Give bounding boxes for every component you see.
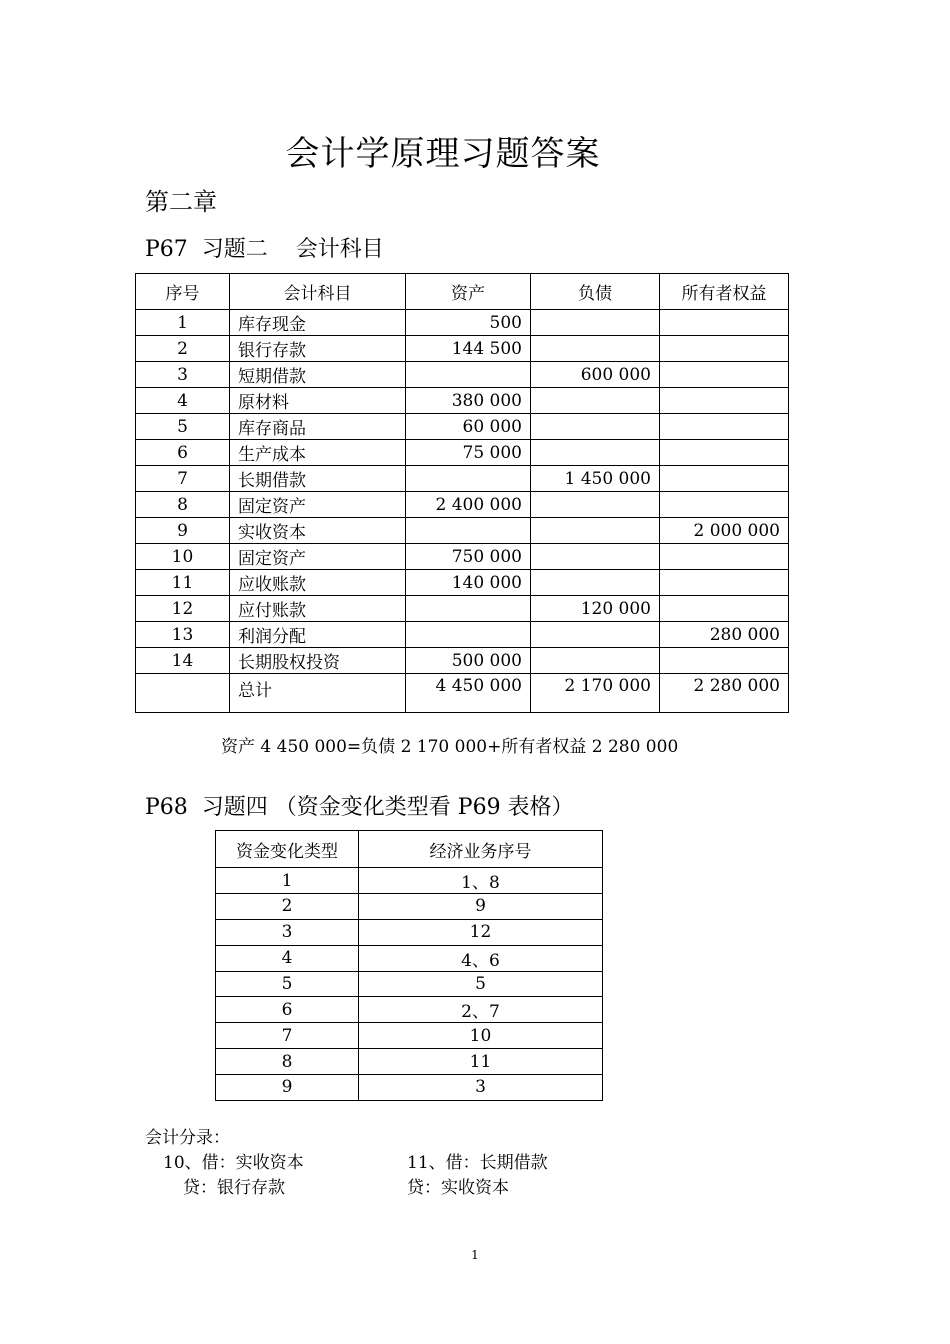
business-numbers: 2、7 (359, 997, 603, 1023)
balance-equation: 资产 4 450 000=负债 2 170 000+所有者权益 2 280 000 (221, 737, 679, 757)
row-number: 1 (136, 310, 230, 336)
liability-amount (531, 518, 660, 544)
total-blank-cell (136, 674, 230, 713)
equity-amount: 280 000 (660, 622, 789, 648)
business-numbers: 9 (359, 894, 603, 920)
table-row (136, 544, 789, 570)
asset-amount: 380 000 (406, 388, 531, 414)
column-header: 资产 (406, 274, 531, 310)
asset-amount: 500 (406, 310, 531, 336)
business-numbers: 3 (359, 1074, 603, 1100)
table-row (136, 648, 789, 674)
account-subject: 银行存款 (230, 336, 406, 362)
row-number: 9 (136, 518, 230, 544)
row-number: 12 (136, 596, 230, 622)
equity-amount (660, 492, 789, 518)
account-subject: 长期股权投资 (230, 648, 406, 674)
total-asset: 4 450 000 (406, 674, 531, 713)
change-type: 7 (216, 1023, 359, 1049)
change-type: 4 (216, 945, 359, 971)
table-row (136, 492, 789, 518)
total-label: 总计 (230, 674, 406, 713)
entry-right-credit: 贷：实收资本 (407, 1178, 509, 1198)
table-header-row (136, 274, 789, 310)
asset-amount: 2 400 000 (406, 492, 531, 518)
column-header: 会计科目 (230, 274, 406, 310)
asset-amount: 750 000 (406, 544, 531, 570)
liability-amount: 1 450 000 (531, 466, 660, 492)
table-row (216, 1049, 603, 1075)
liability-amount (531, 440, 660, 466)
asset-amount (406, 596, 531, 622)
change-type: 9 (216, 1074, 359, 1100)
account-subject: 生产成本 (230, 440, 406, 466)
asset-amount (406, 466, 531, 492)
account-subject: 固定资产 (230, 492, 406, 518)
total-row (136, 674, 789, 713)
equity-amount (660, 336, 789, 362)
liability-amount (531, 310, 660, 336)
table-row (216, 868, 603, 894)
row-number: 7 (136, 466, 230, 492)
liability-amount (531, 622, 660, 648)
business-numbers: 5 (359, 971, 603, 997)
row-number: 5 (136, 414, 230, 440)
column-header: 负债 (531, 274, 660, 310)
journal-entries-label: 会计分录： (145, 1128, 230, 1148)
fund-change-table (215, 830, 603, 1101)
column-header: 序号 (136, 274, 230, 310)
column-header: 经济业务序号 (359, 831, 603, 868)
account-subject: 库存现金 (230, 310, 406, 336)
account-subject: 应收账款 (230, 570, 406, 596)
row-number: 6 (136, 440, 230, 466)
table-row (216, 997, 603, 1023)
equity-amount (660, 648, 789, 674)
asset-amount: 144 500 (406, 336, 531, 362)
table-header-row (216, 831, 603, 868)
asset-amount: 75 000 (406, 440, 531, 466)
equity-amount (660, 596, 789, 622)
table-row (136, 622, 789, 648)
table-row (136, 414, 789, 440)
asset-amount (406, 362, 531, 388)
row-number: 13 (136, 622, 230, 648)
column-header: 资金变化类型 (216, 831, 359, 868)
table-row (136, 388, 789, 414)
table-row (136, 518, 789, 544)
table-row (216, 1023, 603, 1049)
equity-amount (660, 466, 789, 492)
change-type: 1 (216, 868, 359, 894)
chapter-heading: 第二章 (145, 188, 217, 216)
equity-amount (660, 388, 789, 414)
change-type: 6 (216, 997, 359, 1023)
change-type: 2 (216, 894, 359, 920)
business-numbers: 10 (359, 1023, 603, 1049)
page-number: 1 (471, 1248, 479, 1262)
table-row (216, 894, 603, 920)
liability-amount (531, 336, 660, 362)
business-numbers: 4、6 (359, 945, 603, 971)
change-type: 5 (216, 971, 359, 997)
row-number: 2 (136, 336, 230, 362)
equity-amount (660, 310, 789, 336)
change-type: 3 (216, 919, 359, 945)
business-numbers: 1、8 (359, 868, 603, 894)
business-numbers: 11 (359, 1049, 603, 1075)
table-row (136, 466, 789, 492)
account-subject: 固定资产 (230, 544, 406, 570)
account-subject: 原材料 (230, 388, 406, 414)
exercise-heading-p67: P67 习题二 会计科目 (145, 237, 384, 262)
account-subject: 短期借款 (230, 362, 406, 388)
table-row (136, 570, 789, 596)
table-row (136, 440, 789, 466)
equity-amount: 2 000 000 (660, 518, 789, 544)
row-number: 14 (136, 648, 230, 674)
entry-right-debit: 11、借：长期借款 (407, 1153, 548, 1173)
liability-amount (531, 414, 660, 440)
exercise-heading-p68: P68 习题四 （资金变化类型看 P69 表格） (145, 795, 574, 820)
liability-amount (531, 492, 660, 518)
table-row (216, 1074, 603, 1100)
page-title: 会计学原理习题答案 (285, 134, 601, 174)
row-number: 3 (136, 362, 230, 388)
liability-amount (531, 648, 660, 674)
table-row (136, 362, 789, 388)
business-numbers: 12 (359, 919, 603, 945)
liability-amount (531, 388, 660, 414)
equity-amount (660, 414, 789, 440)
change-type: 8 (216, 1049, 359, 1075)
account-subject: 库存商品 (230, 414, 406, 440)
equity-amount (660, 570, 789, 596)
entry-left-credit: 贷：银行存款 (183, 1178, 285, 1198)
table-row (136, 596, 789, 622)
row-number: 10 (136, 544, 230, 570)
table-row (136, 336, 789, 362)
entry-left-debit: 10、借：实收资本 (163, 1153, 304, 1173)
liability-amount: 600 000 (531, 362, 660, 388)
equity-amount (660, 362, 789, 388)
liability-amount (531, 544, 660, 570)
total-equity: 2 280 000 (660, 674, 789, 713)
liability-amount (531, 570, 660, 596)
asset-amount: 60 000 (406, 414, 531, 440)
row-number: 8 (136, 492, 230, 518)
liability-amount: 120 000 (531, 596, 660, 622)
equity-amount (660, 544, 789, 570)
table-row (216, 945, 603, 971)
table-row (216, 919, 603, 945)
table-row (136, 310, 789, 336)
total-liability: 2 170 000 (531, 674, 660, 713)
asset-amount (406, 622, 531, 648)
asset-amount: 500 000 (406, 648, 531, 674)
accounts-table (135, 273, 789, 713)
column-header: 所有者权益 (660, 274, 789, 310)
equity-amount (660, 440, 789, 466)
account-subject: 实收资本 (230, 518, 406, 544)
asset-amount (406, 518, 531, 544)
row-number: 11 (136, 570, 230, 596)
account-subject: 利润分配 (230, 622, 406, 648)
asset-amount: 140 000 (406, 570, 531, 596)
row-number: 4 (136, 388, 230, 414)
table-row (216, 971, 603, 997)
account-subject: 长期借款 (230, 466, 406, 492)
account-subject: 应付账款 (230, 596, 406, 622)
